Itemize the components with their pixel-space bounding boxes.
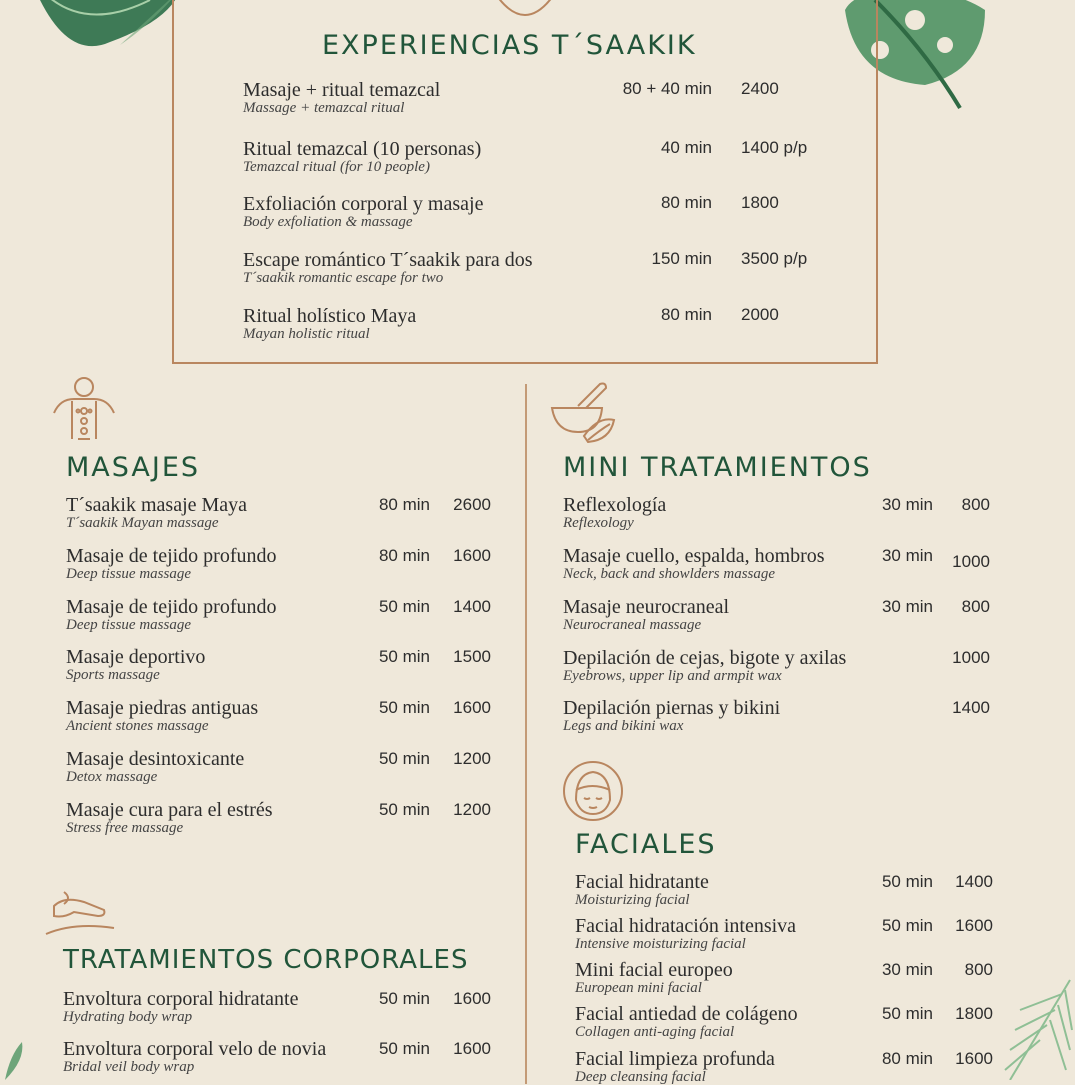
leaf-decoration-icon [30,0,190,60]
item-subtitle: Reflexology [563,515,634,531]
item-duration: 50 min [378,989,430,1008]
item-duration: 80 min [378,495,430,514]
item-price: 1400 p/p [741,138,808,157]
item-duration: 30 min [881,546,933,565]
item-name: Reflexología [563,494,667,516]
item-name: Masaje de tejido profundo [66,596,277,618]
item-price: 1800 [955,1004,993,1023]
item-price: 1600 [955,916,993,935]
item-duration: 50 min [378,647,430,666]
item-price: 1000 [952,648,990,667]
item-price: 1600 [453,989,491,1008]
faciales-title: FACIALES [575,829,717,860]
mini-tratamientos-title: MINI TRATAMIENTOS [563,452,872,483]
item-subtitle: Deep tissue massage [66,617,191,633]
item-duration: 30 min [881,960,933,979]
item-subtitle: Deep tissue massage [66,566,191,582]
item-name: Depilación de cejas, bigote y axilas [563,647,847,669]
item-price: 2400 [741,79,779,98]
item-price: 800 [961,597,990,616]
item-subtitle: Neck, back and showlders massage [563,566,776,582]
face-icon [562,760,624,822]
item-name: T´saakik masaje Maya [66,494,248,516]
item-subtitle: Ancient stones massage [66,718,209,734]
item-name: Masaje deportivo [66,646,206,668]
item-name: Escape romántico T´saakik para dos [243,249,533,271]
item-duration: 30 min [881,495,933,514]
item-name: Facial antiedad de colágeno [575,1003,798,1025]
item-duration: 150 min [651,249,712,268]
item-price: 1400 [453,597,491,616]
item-price: 2000 [741,305,779,324]
item-duration: 80 + 40 min [622,79,712,98]
item-subtitle: Bridal veil body wrap [63,1059,195,1075]
item-price: 1400 [952,698,990,717]
item-subtitle: T´saakik romantic escape for two [243,270,444,286]
item-price: 3500 p/p [741,249,808,268]
palm-leaf-icon [1000,970,1075,1080]
experiencias-title: EXPERIENCIAS T´SAAKIK [322,30,697,61]
item-price: 800 [964,960,993,979]
item-price: 1600 [453,546,491,565]
item-name: Facial hidratación intensiva [575,915,797,937]
item-name: Facial hidratante [575,871,709,893]
item-price: 1200 [453,749,491,768]
item-subtitle: Legs and bikini wax [563,718,684,734]
item-name: Facial limpieza profunda [575,1048,775,1070]
item-subtitle: Detox massage [66,769,158,785]
item-subtitle: Moisturizing facial [575,892,690,908]
item-duration: 50 min [378,749,430,768]
item-subtitle: Mayan holistic ritual [243,326,370,342]
item-price: 1600 [453,1039,491,1058]
item-name: Ritual holístico Maya [243,305,417,327]
item-subtitle: Collagen anti-aging facial [575,1024,735,1040]
item-subtitle: Eyebrows, upper lip and armpit wax [563,668,782,684]
column-divider [525,384,527,1084]
item-price: 1800 [741,193,779,212]
item-duration: 80 min [378,546,430,565]
item-price: 1600 [453,698,491,717]
body-massage-icon [50,377,118,441]
item-price: 1600 [955,1049,993,1068]
item-subtitle: T´saakik Mayan massage [66,515,219,531]
item-subtitle: Deep cleansing facial [575,1069,706,1085]
item-duration: 50 min [881,872,933,891]
item-name: Masaje piedras antiguas [66,697,259,719]
item-name: Masaje neurocraneal [563,596,730,618]
item-name: Depilación piernas y bikini [563,697,781,719]
item-duration: 50 min [881,916,933,935]
item-name: Masaje cuello, espalda, hombros [563,545,825,567]
tratamientos-corporales-title: TRATAMIENTOS CORPORALES [63,945,469,975]
lotus-icon [493,0,557,20]
item-duration: 80 min [881,1049,933,1068]
item-duration: 50 min [378,698,430,717]
item-duration: 50 min [881,1004,933,1023]
item-subtitle: Neurocraneal massage [563,617,702,633]
item-name: Envoltura corporal velo de novia [63,1038,327,1060]
mortar-pestle-icon [548,380,616,444]
item-subtitle: Hydrating body wrap [63,1009,193,1025]
hand-massage-icon [44,888,116,938]
item-duration: 50 min [378,1039,430,1058]
item-name: Masaje desintoxicante [66,748,245,770]
item-name: Masaje de tejido profundo [66,545,277,567]
item-name: Mini facial europeo [575,959,733,981]
item-duration: 80 min [660,193,712,212]
item-name: Envoltura corporal hidratante [63,988,299,1010]
item-name: Exfoliación corporal y masaje [243,193,484,215]
item-price: 1400 [955,872,993,891]
item-duration: 50 min [378,800,430,819]
item-price: 800 [961,495,990,514]
item-subtitle: Stress free massage [66,820,184,836]
item-subtitle: Intensive moisturizing facial [575,936,746,952]
item-subtitle: Temazcal ritual (for 10 people) [243,159,430,175]
item-name: Ritual temazcal (10 personas) [243,138,482,160]
item-subtitle: Body exfoliation & massage [243,214,413,230]
item-price: 2600 [453,495,491,514]
item-name: Masaje + ritual temazcal [243,79,441,101]
item-duration: 40 min [660,138,712,157]
item-price: 1000 [952,552,990,571]
item-subtitle: Sports massage [66,667,160,683]
leaf-decoration-icon [0,1040,30,1080]
item-name: Masaje cura para el estrés [66,799,273,821]
item-price: 1200 [453,800,491,819]
item-duration: 30 min [881,597,933,616]
item-subtitle: European mini facial [575,980,702,996]
item-price: 1500 [453,647,491,666]
item-duration: 50 min [378,597,430,616]
masajes-title: MASAJES [66,452,201,483]
item-duration: 80 min [660,305,712,324]
item-subtitle: Massage + temazcal ritual [243,100,405,116]
